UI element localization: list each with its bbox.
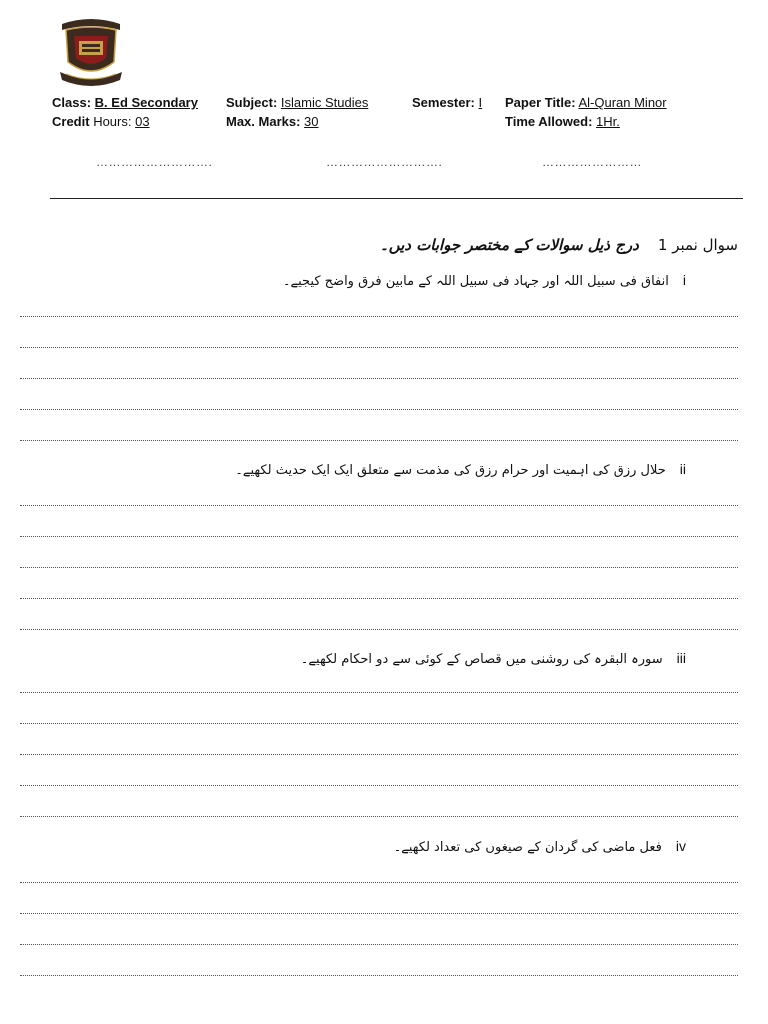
- subject-label: Subject:: [226, 95, 278, 110]
- answer-line[interactable]: [20, 536, 738, 537]
- paper-title-label: Paper Title:: [505, 95, 576, 110]
- university-logo: [56, 14, 126, 88]
- answer-line[interactable]: [20, 692, 738, 693]
- max-marks-field: [226, 114, 319, 130]
- signature-line-3: ……………………: [542, 155, 642, 169]
- max-marks-value: 30: [304, 114, 319, 129]
- subquestion-text: انفاق فی سبیل اللہ اور جہاد فی سبیل اللہ کے مابین فرق واضح کیجیے۔: [282, 274, 669, 289]
- answer-line[interactable]: [20, 567, 738, 568]
- subquestion-number: iv: [675, 838, 686, 854]
- answer-line[interactable]: [20, 944, 738, 945]
- answer-line[interactable]: [20, 723, 738, 724]
- paper-title-value: Al-Quran Minor: [578, 95, 667, 110]
- signature-line-1: ……………………….: [96, 155, 213, 169]
- subquestion-text: حلال رزق کی اہمیت اور حرام رزق کی مذمت سے متعلق ایک ایک حدیث لکھیے۔: [235, 463, 666, 478]
- answer-line[interactable]: [20, 440, 738, 441]
- question-heading: [380, 236, 738, 254]
- time-allowed-value: 1Hr.: [596, 114, 620, 129]
- subquestion-1: [283, 272, 686, 289]
- answer-line[interactable]: [20, 882, 738, 883]
- answer-line[interactable]: [20, 785, 738, 786]
- subquestion-number: iii: [676, 650, 686, 666]
- header-divider: [50, 198, 743, 199]
- max-marks-label: Max. Marks:: [226, 114, 301, 129]
- question-number: سوال نمبر 1: [657, 236, 738, 254]
- answer-line[interactable]: [20, 505, 738, 506]
- class-field: [52, 95, 198, 111]
- answer-line[interactable]: [20, 316, 738, 317]
- subquestion-3: [301, 650, 686, 667]
- subquestion-2: [235, 461, 686, 478]
- question-title: درج ذیل سوالات کے مختصر جوابات دیں۔: [379, 236, 639, 254]
- credit-label: Credit: [52, 114, 90, 129]
- time-allowed-label: Time Allowed:: [505, 114, 593, 129]
- answer-line[interactable]: [20, 598, 738, 599]
- answer-line[interactable]: [20, 347, 738, 348]
- answer-line[interactable]: [20, 975, 738, 976]
- answer-line[interactable]: [20, 378, 738, 379]
- subject-value: Islamic Studies: [280, 95, 369, 110]
- subquestion-text: فعل ماضی کی گردان کے صیغوں کی تعداد لکھیے۔: [393, 840, 662, 855]
- credit-label-rest: Hours:: [93, 114, 132, 129]
- subquestion-text: سورہ البقرہ کی روشنی میں قصاص کے کوئی سے دو احکام لکھیے۔: [300, 652, 663, 667]
- answer-line[interactable]: [20, 816, 738, 817]
- credit-value: 03: [135, 114, 150, 129]
- paper-title-field: [505, 95, 667, 111]
- semester-label: Semester:: [412, 95, 475, 110]
- credit-hours-field: [52, 114, 150, 130]
- answer-line[interactable]: [20, 913, 738, 914]
- semester-field: [412, 95, 482, 111]
- class-label: Class:: [52, 95, 92, 110]
- answer-line[interactable]: [20, 409, 738, 410]
- subject-field: [226, 95, 368, 111]
- semester-value: I: [478, 95, 483, 110]
- answer-line[interactable]: [20, 629, 738, 630]
- subquestion-number: i: [682, 272, 686, 288]
- time-allowed-field: [505, 114, 620, 130]
- signature-line-2: ……………………….: [326, 155, 443, 169]
- class-value: B. Ed Secondary: [94, 95, 198, 110]
- answer-line[interactable]: [20, 754, 738, 755]
- subquestion-number: ii: [679, 461, 686, 477]
- subquestion-4: [394, 838, 686, 855]
